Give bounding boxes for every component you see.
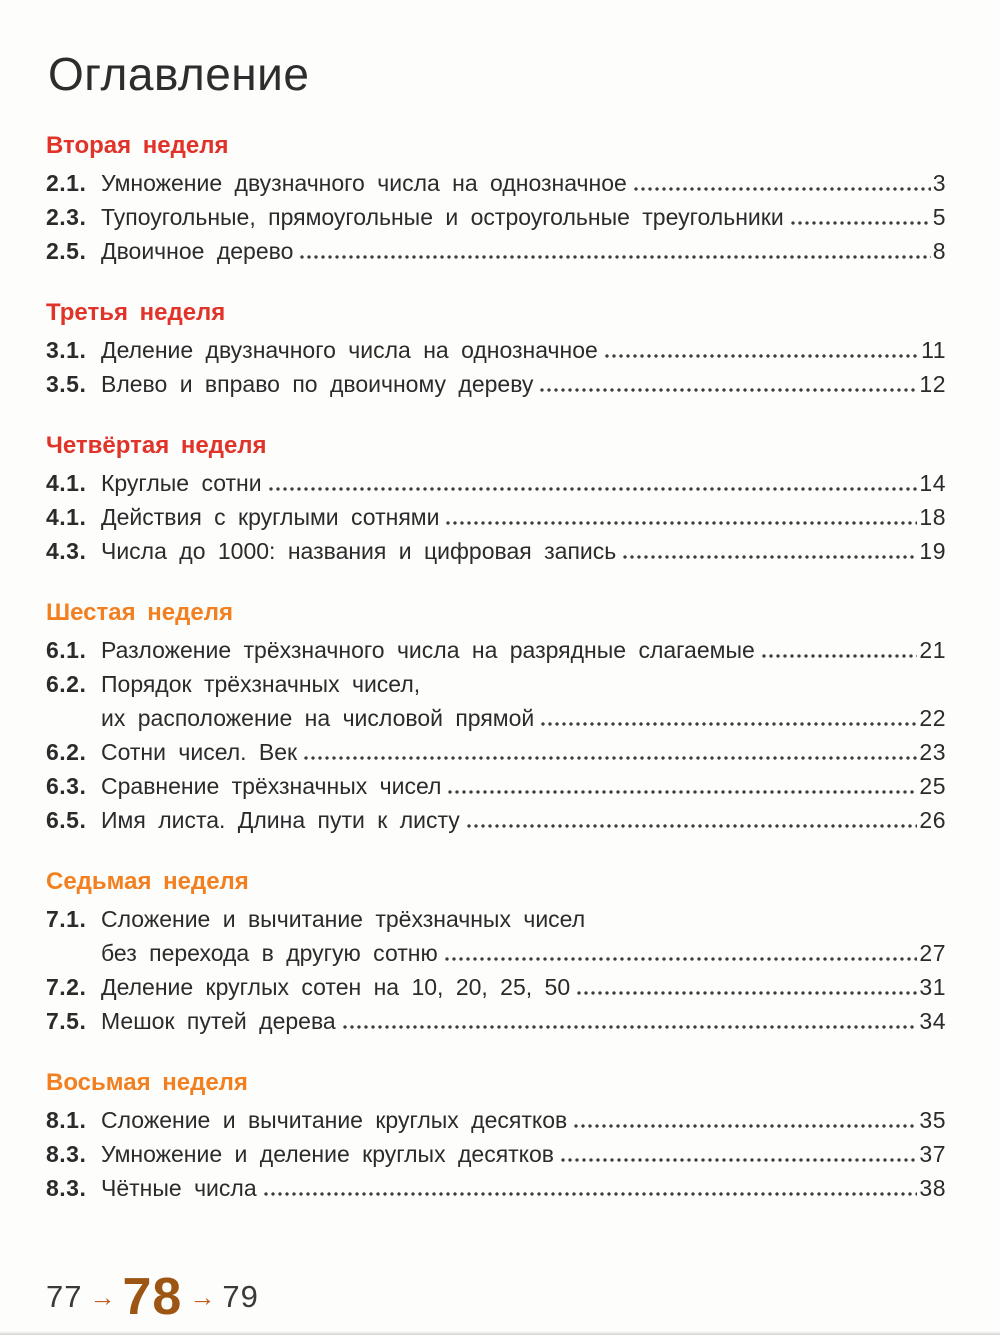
entry-title: Действия с круглыми сотнями <box>101 503 440 530</box>
entry-number: 8.3. <box>46 1140 87 1167</box>
section-heading: Четвёртая неделя <box>46 431 267 459</box>
entry-number: 6.2. <box>46 670 87 697</box>
toc-section <box>46 598 946 837</box>
toc-entry-line <box>46 970 946 1004</box>
entry-number: 6.2. <box>46 738 87 765</box>
entry-page-number: 21 <box>919 636 946 663</box>
toc-entry-line <box>46 166 946 200</box>
section-heading: Седьмая неделя <box>46 867 249 895</box>
dot-leader <box>304 742 917 760</box>
toc-entry-line <box>46 234 946 268</box>
toc-entry-line <box>46 534 946 568</box>
dot-leader <box>446 507 917 525</box>
entry-title: Чётные числа <box>101 1174 257 1201</box>
entry-title: Сложение и вычитание трёхзначных чисел <box>101 905 586 932</box>
next-page-number: 79 <box>222 1279 259 1314</box>
page-title: Оглавление <box>48 48 310 100</box>
entry-number: 7.5. <box>46 1007 87 1034</box>
entry-page-number: 38 <box>919 1174 946 1201</box>
toc-entry-line <box>46 1004 946 1038</box>
dot-leader <box>269 473 918 491</box>
entry-page-number: 14 <box>919 469 946 496</box>
section-heading: Шестая неделя <box>46 598 233 626</box>
entry-title: Деление двузначного числа на однозначное <box>101 336 598 363</box>
entry-title: Сравнение трёхзначных чисел <box>101 772 442 799</box>
entry-number: 4.1. <box>46 503 87 530</box>
toc-entry-line <box>46 367 946 401</box>
entry-number: 4.3. <box>46 537 87 564</box>
entry-page-number: 26 <box>919 806 946 833</box>
entry-page-number: 23 <box>919 738 946 765</box>
entry-page-number: 8 <box>932 237 946 264</box>
section-heading: Восьмая неделя <box>46 1068 248 1096</box>
toc-entry-line <box>46 1137 946 1171</box>
entry-number: 7.1. <box>46 905 87 932</box>
entry-title: Разложение трёхзначного числа на разрядные слагаемые <box>101 636 755 663</box>
entry-page-number: 3 <box>932 169 946 196</box>
dot-leader <box>791 207 931 225</box>
entry-number: 2.5. <box>46 237 87 264</box>
entry-page-number: 5 <box>932 203 946 230</box>
toc-entry-line <box>46 633 946 667</box>
toc-section <box>46 431 946 568</box>
entry-title: Порядок трёхзначных чисел, <box>101 670 421 697</box>
toc-section <box>46 131 946 268</box>
entry-title: Умножение двузначного числа на однозначное <box>101 169 627 196</box>
dot-leader <box>541 708 917 726</box>
entry-number: 2.3. <box>46 203 87 230</box>
dot-leader <box>343 1011 918 1029</box>
entry-number: 2.1. <box>46 169 87 196</box>
toc-section <box>46 867 946 1038</box>
dot-leader <box>300 241 930 259</box>
section-heading: Третья неделя <box>46 298 226 326</box>
entry-title: Тупоугольные, прямоугольные и остроугольные треугольники <box>101 203 784 230</box>
entry-number: 3.5. <box>46 370 87 397</box>
entry-title: Влево и вправо по двоичному дереву <box>101 370 534 397</box>
toc-entry-line <box>46 333 946 367</box>
toc-section <box>46 298 946 401</box>
dot-leader <box>577 977 917 995</box>
entry-page-number: 37 <box>919 1140 946 1167</box>
section-heading: Вторая неделя <box>46 131 229 159</box>
entry-number: 8.3. <box>46 1174 87 1201</box>
entry-number: 6.5. <box>46 806 87 833</box>
entry-page-number: 18 <box>919 503 946 530</box>
entry-number: 6.3. <box>46 772 87 799</box>
page-navigation <box>46 1268 259 1326</box>
dot-leader <box>605 340 919 358</box>
entry-page-number: 22 <box>919 704 946 731</box>
entry-number: 7.2. <box>46 973 87 1000</box>
entry-page-number: 12 <box>919 370 946 397</box>
dot-leader <box>762 640 918 658</box>
entry-title: их расположение на числовой прямой <box>101 704 535 731</box>
toc-entry-line <box>46 500 946 534</box>
current-page-number: 78 <box>122 1268 183 1326</box>
dot-leader <box>574 1110 917 1128</box>
entry-page-number: 31 <box>919 973 946 1000</box>
entry-number: 8.1. <box>46 1106 87 1133</box>
dot-leader <box>540 374 917 392</box>
toc-entry-line <box>46 667 946 701</box>
entry-title: Двоичное дерево <box>101 237 294 264</box>
entry-number: 3.1. <box>46 336 87 363</box>
entry-title: без перехода в другую сотню <box>101 939 438 966</box>
toc-section <box>46 1068 946 1205</box>
prev-page-number: 77 <box>46 1279 83 1314</box>
table-of-contents <box>46 131 946 1205</box>
dot-leader <box>467 810 918 828</box>
entry-number: 6.1. <box>46 636 87 663</box>
dot-leader <box>561 1144 917 1162</box>
entry-title: Деление круглых сотен на 10, 20, 25, 50 <box>101 973 571 1000</box>
dot-leader <box>448 776 917 794</box>
dot-leader <box>264 1178 918 1196</box>
entry-title: Числа до 1000: названия и цифровая запись <box>101 537 617 564</box>
entry-page-number: 34 <box>919 1007 946 1034</box>
dot-leader <box>623 541 917 559</box>
entry-page-number: 11 <box>921 336 946 363</box>
entry-title: Мешок путей дерева <box>101 1007 336 1034</box>
entry-number: 4.1. <box>46 469 87 496</box>
arrow-right-icon: → <box>89 1281 116 1312</box>
toc-entry-line <box>46 936 946 970</box>
toc-entry-line <box>46 769 946 803</box>
toc-entry-line <box>46 701 946 735</box>
dot-leader <box>634 173 931 191</box>
toc-entry-line <box>46 803 946 837</box>
toc-entry-line <box>46 1103 946 1137</box>
entry-page-number: 19 <box>919 537 946 564</box>
entry-page-number: 27 <box>919 939 946 966</box>
toc-entry-line <box>46 466 946 500</box>
entry-page-number: 25 <box>919 772 946 799</box>
entry-title: Сложение и вычитание круглых десятков <box>101 1106 568 1133</box>
entry-title: Умножение и деление круглых десятков <box>101 1140 555 1167</box>
toc-entry-line <box>46 902 946 936</box>
entry-title: Сотни чисел. Век <box>101 738 298 765</box>
toc-entry-line <box>46 735 946 769</box>
arrow-right-icon: → <box>189 1281 216 1312</box>
entry-title: Имя листа. Длина пути к листу <box>101 806 460 833</box>
toc-entry-line <box>46 1171 946 1205</box>
dot-leader <box>445 943 918 961</box>
toc-entry-line <box>46 200 946 234</box>
entry-page-number: 35 <box>919 1106 946 1133</box>
entry-title: Круглые сотни <box>101 469 262 496</box>
